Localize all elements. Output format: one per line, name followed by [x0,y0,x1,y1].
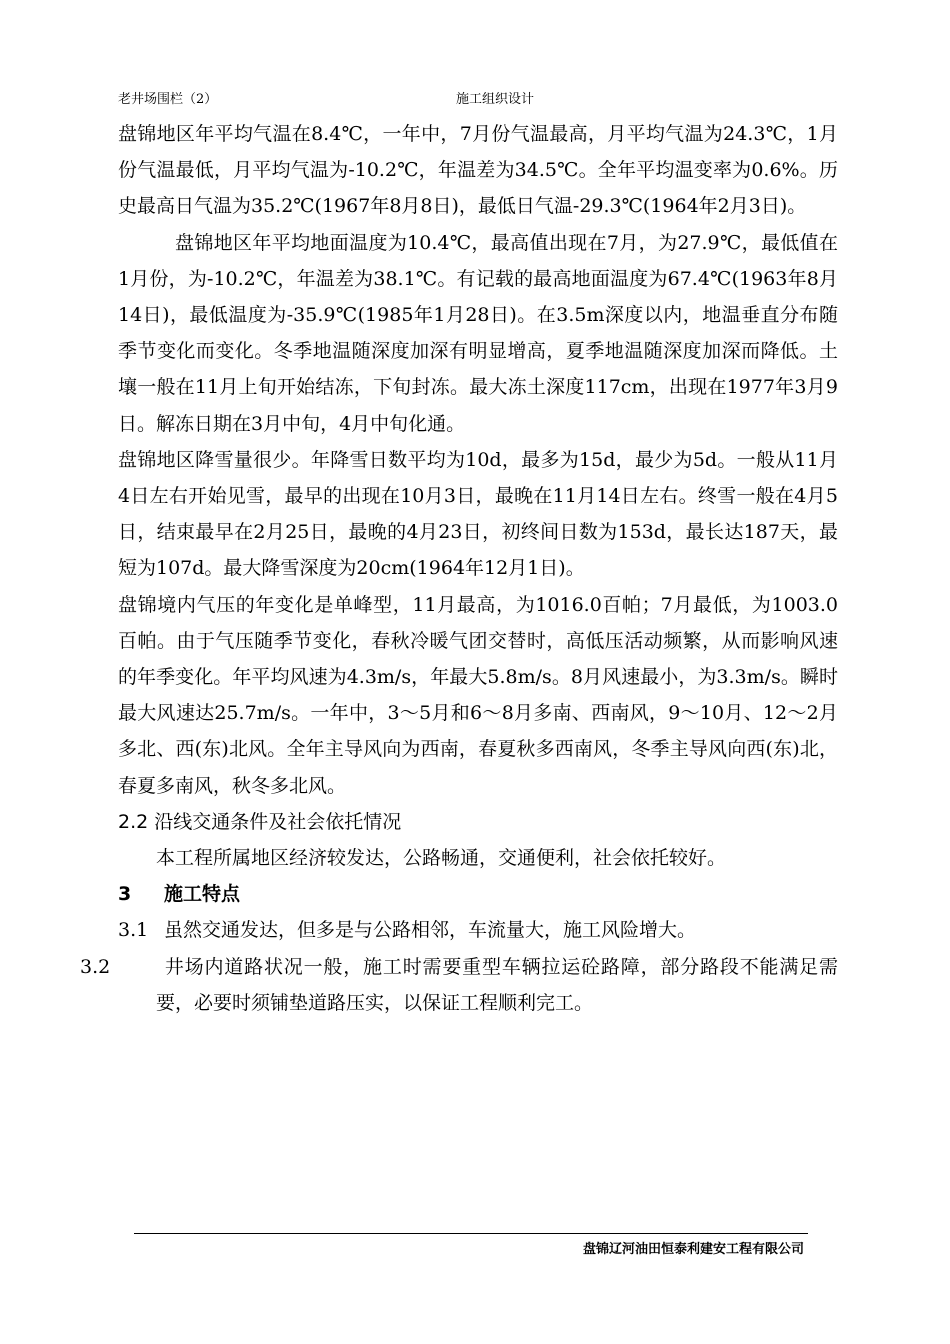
header-document-title: 老井场围栏（2） [118,92,218,107]
list-item-3-1 [118,912,838,948]
paragraph-air-pressure: 盘锦境内气压的年变化是单峰型，11月最高，为1016.0百帕；7月最低，为1003.0百帕。由于气压随季节变化，春秋冷暖气团交替时，高低压活动频繁，从而影响风速的年季变化。年平均风速为4.3m/s，年最大5.8m/s。8月风速最小，为3.3m/s。瞬时最大风速达25.7m/s。一年中，3～5月和6～8月多南、西南风，9～10月、12～2月多北、西(东)北风。全年主导风向为西南，春夏秋多西南风，冬季主导风向西(东)北，春夏多南风，秋冬多北风。 [118,593,838,797]
header-section-title: 施工组织设计 [456,92,535,107]
paragraph-snowfall: 盘锦地区降雪量很少。年降雪日数平均为10d，最多为15d，最少为5d。一般从11月4日左右开始见雪，最早的出现在10月3日，最晚在11月14日左右。终雪一般在4月5日，结束最早在2月25日，最晚的4月23日，初终间日数为153d，最长达187天，最短为107d。最大降雪深度为20cm(1964年12月1日)。 [118,448,838,580]
item-number: 3.1 [118,919,149,942]
paragraph-temperature: 盘锦地区年平均气温在8.4℃，一年中，7月份气温最高，月平均气温为24.3℃，1月份气温最低，月平均气温为-10.2℃，年温差为34.5℃。全年平均温变率为0.6%。历史最高日气温为35.2℃(1967年8月8日)，最低日气温-29.3℃(1964年2月3日)。 [118,123,838,218]
paragraph-transport: 本工程所属地区经济较发达，公路畅通，交通便利，社会依托较好。 [156,847,727,870]
item-text: 虽然交通发达，但多是与公路相邻，车流量大，施工风险增大。 [164,919,697,942]
footer-company-name: 盘锦辽河油田恒泰利建安工程有限公司 [582,1242,804,1257]
item-number: 3.2 [80,955,111,978]
paragraph-ground-temperature: 盘锦地区年平均地面温度为10.4℃，最高值出现在7月，为27.9℃，最低值在1月份，为-10.2℃，年温差为38.1℃。有记载的最高地面温度为67.4℃(1963年8月14日)，最低温度为-35.9℃(1985年1月28日)。在3.5m深度以内，地温垂直分布随季节变化而变化。冬季地温随深度加深有明显增高，夏季地温随深度加深而降低。土壤一般在11月上旬开始结冻，下旬封冻。最大冻土深度117cm，出现在1977年3月9日。解冻日期在3月中旬，4月中旬化通。 [118,231,838,435]
page-header [118,88,832,110]
section-title: 施工特点 [164,883,241,906]
footer-divider [134,1233,808,1234]
list-item-3-2 [80,949,838,1021]
document-body [80,116,838,1021]
section-heading-3 [118,876,838,912]
section-heading-2-2: 2.2 沿线交通条件及社会依托情况 [118,810,402,833]
item-text: 井场内道路状况一般，施工时需要重型车辆拉运砼路障，部分路段不能满足需要，必要时须铺垫道路压实，以保证工程顺利完工。 [156,955,838,1014]
section-number: 3 [118,883,132,906]
